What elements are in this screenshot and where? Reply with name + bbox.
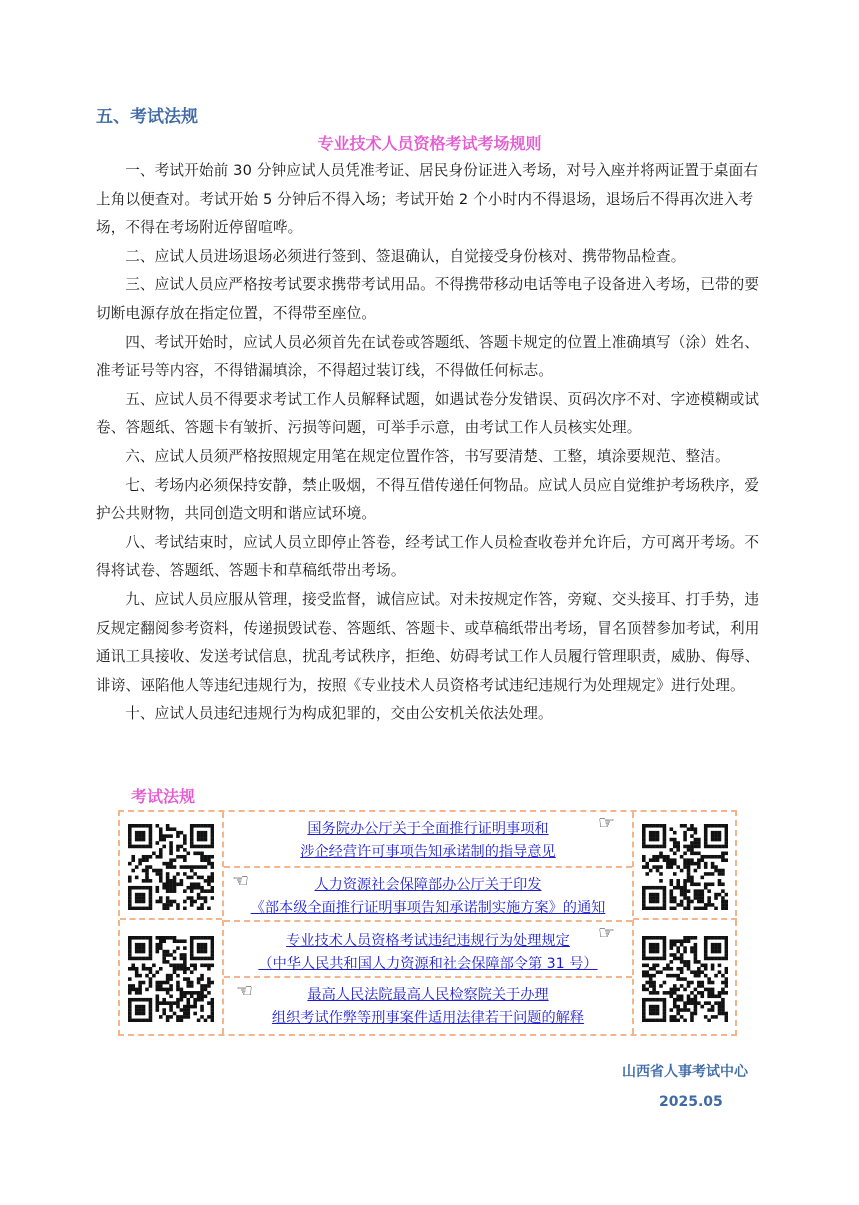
rule-10: 十、应试人员违纪违规行为构成犯罪的，交由公安机关依法处理。 bbox=[125, 705, 553, 723]
qr-code-icon[interactable] bbox=[642, 936, 728, 1022]
pointing-right-hand-icon: ☞ bbox=[598, 922, 616, 944]
regulation-link[interactable]: 最高人民法院最高人民检察院关于办理 bbox=[307, 987, 549, 1003]
pointing-right-hand-icon: ☞ bbox=[598, 812, 616, 834]
regulation-link[interactable]: 涉企经营许可事项告知承诺制的指导意见 bbox=[300, 844, 556, 860]
pointing-left-hand-icon: ☜ bbox=[236, 980, 254, 1002]
link-cell bbox=[224, 922, 632, 976]
link-cell bbox=[224, 978, 632, 1032]
links-heading: 考试法规 bbox=[131, 787, 196, 806]
regulation-link[interactable]: 《部本级全面推行证明事项告知承诺制实施方案》的通知 bbox=[250, 900, 606, 916]
rule-2: 二、应试人员进场退场必须进行签到、签退确认，自觉接受身份核对、携带物品检查。 bbox=[125, 247, 686, 265]
qr-code-icon[interactable] bbox=[128, 824, 214, 910]
regulation-link[interactable]: 专业技术人员资格考试违纪违规行为处理规定 bbox=[286, 933, 570, 949]
rule-4: 四、考试开始时，应试人员必须首先在试卷或答题纸、答题卡规定的位置上准确填写（涂）姓名、准考证号等内容，不得错漏填涂，不得超过装订线，不得做任何标志。 bbox=[96, 333, 760, 380]
rule-1: 一、考试开始前 30 分钟应试人员凭准考证、居民身份证进入考场，对号入座并将两证置于桌面右上角以便查对。考试开始 5 分钟后不得入场；考试开始 2 个小时内不得退场，退场后不得再次进入考场，不得在考场附近停留喧哗。 bbox=[96, 162, 759, 237]
footer-date: 2025.05 bbox=[659, 1094, 723, 1110]
rule-8: 八、考试结束时，应试人员立即停止答卷，经考试工作人员检查收卷并允许后，方可离开考场。不得将试卷、答题纸、答题卡和草稿纸带出考场。 bbox=[96, 533, 760, 580]
rule-7: 七、考场内必须保持安静，禁止吸烟，不得互借传递任何物品。应试人员应自觉维护考场秩序，爱护公共财物，共同创造文明和谐应试环境。 bbox=[96, 476, 760, 523]
footer-organization: 山西省人事考试中心 bbox=[622, 1064, 748, 1080]
rules-body bbox=[96, 157, 768, 729]
regulation-link[interactable]: 人力资源社会保障部办公厅关于印发 bbox=[314, 877, 542, 893]
regulation-link[interactable]: 国务院办公厅关于全面推行证明事项和 bbox=[307, 821, 549, 837]
link-cell bbox=[224, 868, 632, 922]
regulation-links-panel bbox=[118, 810, 737, 1036]
pointing-left-hand-icon: ☜ bbox=[232, 870, 250, 892]
rule-3: 三、应试人员应严格按考试要求携带考试用品。不得携带移动电话等电子设备进入考场，已带的要切断电源存放在指定位置，不得带至座位。 bbox=[96, 276, 760, 322]
regulation-link[interactable]: 组织考试作弊等刑事案件适用法律若干问题的解释 bbox=[271, 1010, 585, 1026]
divider bbox=[632, 812, 634, 1034]
qr-code-icon[interactable] bbox=[128, 936, 214, 1022]
rule-5: 五、应试人员不得要求考试工作人员解释试题，如遇试卷分发错误、页码次序不对、字迹模糊或试卷、答题纸、答题卡有皱折、污损等问题，可举手示意，由考试工作人员核实处理。 bbox=[96, 390, 760, 437]
link-cell bbox=[224, 812, 632, 866]
regulation-link[interactable]: （中华人民共和国人力资源和社会保障部令第 31 号） bbox=[258, 956, 598, 972]
qr-code-icon[interactable] bbox=[642, 824, 728, 910]
rule-9: 九、应试人员应服从管理，接受监督，诚信应试。对未按规定作答，旁窥、交头接耳、打手势，违反规定翻阅参考资料，传递损毁试卷、答题纸、答题卡、或草稿纸带出考场，冒名顶替参加考试，利用通讯工具接收、发送考试信息，扰乱考试秩序，拒绝、妨碍考试工作人员履行管理职责，威胁、侮辱、诽谤、诬陷他人等违纪违规行为，按照《专业技术人员资格考试违纪违规行为处理规定》进行处理。 bbox=[96, 590, 760, 694]
section-heading: 五、考试法规 bbox=[96, 107, 198, 127]
divider bbox=[633, 918, 737, 920]
rule-6: 六、应试人员须严格按照规定用笔在规定位置作答，书写要清楚、工整，填涂要规范、整洁。 bbox=[125, 447, 730, 465]
rules-title: 专业技术人员资格考试考场规则 bbox=[317, 134, 542, 153]
divider bbox=[120, 918, 222, 920]
